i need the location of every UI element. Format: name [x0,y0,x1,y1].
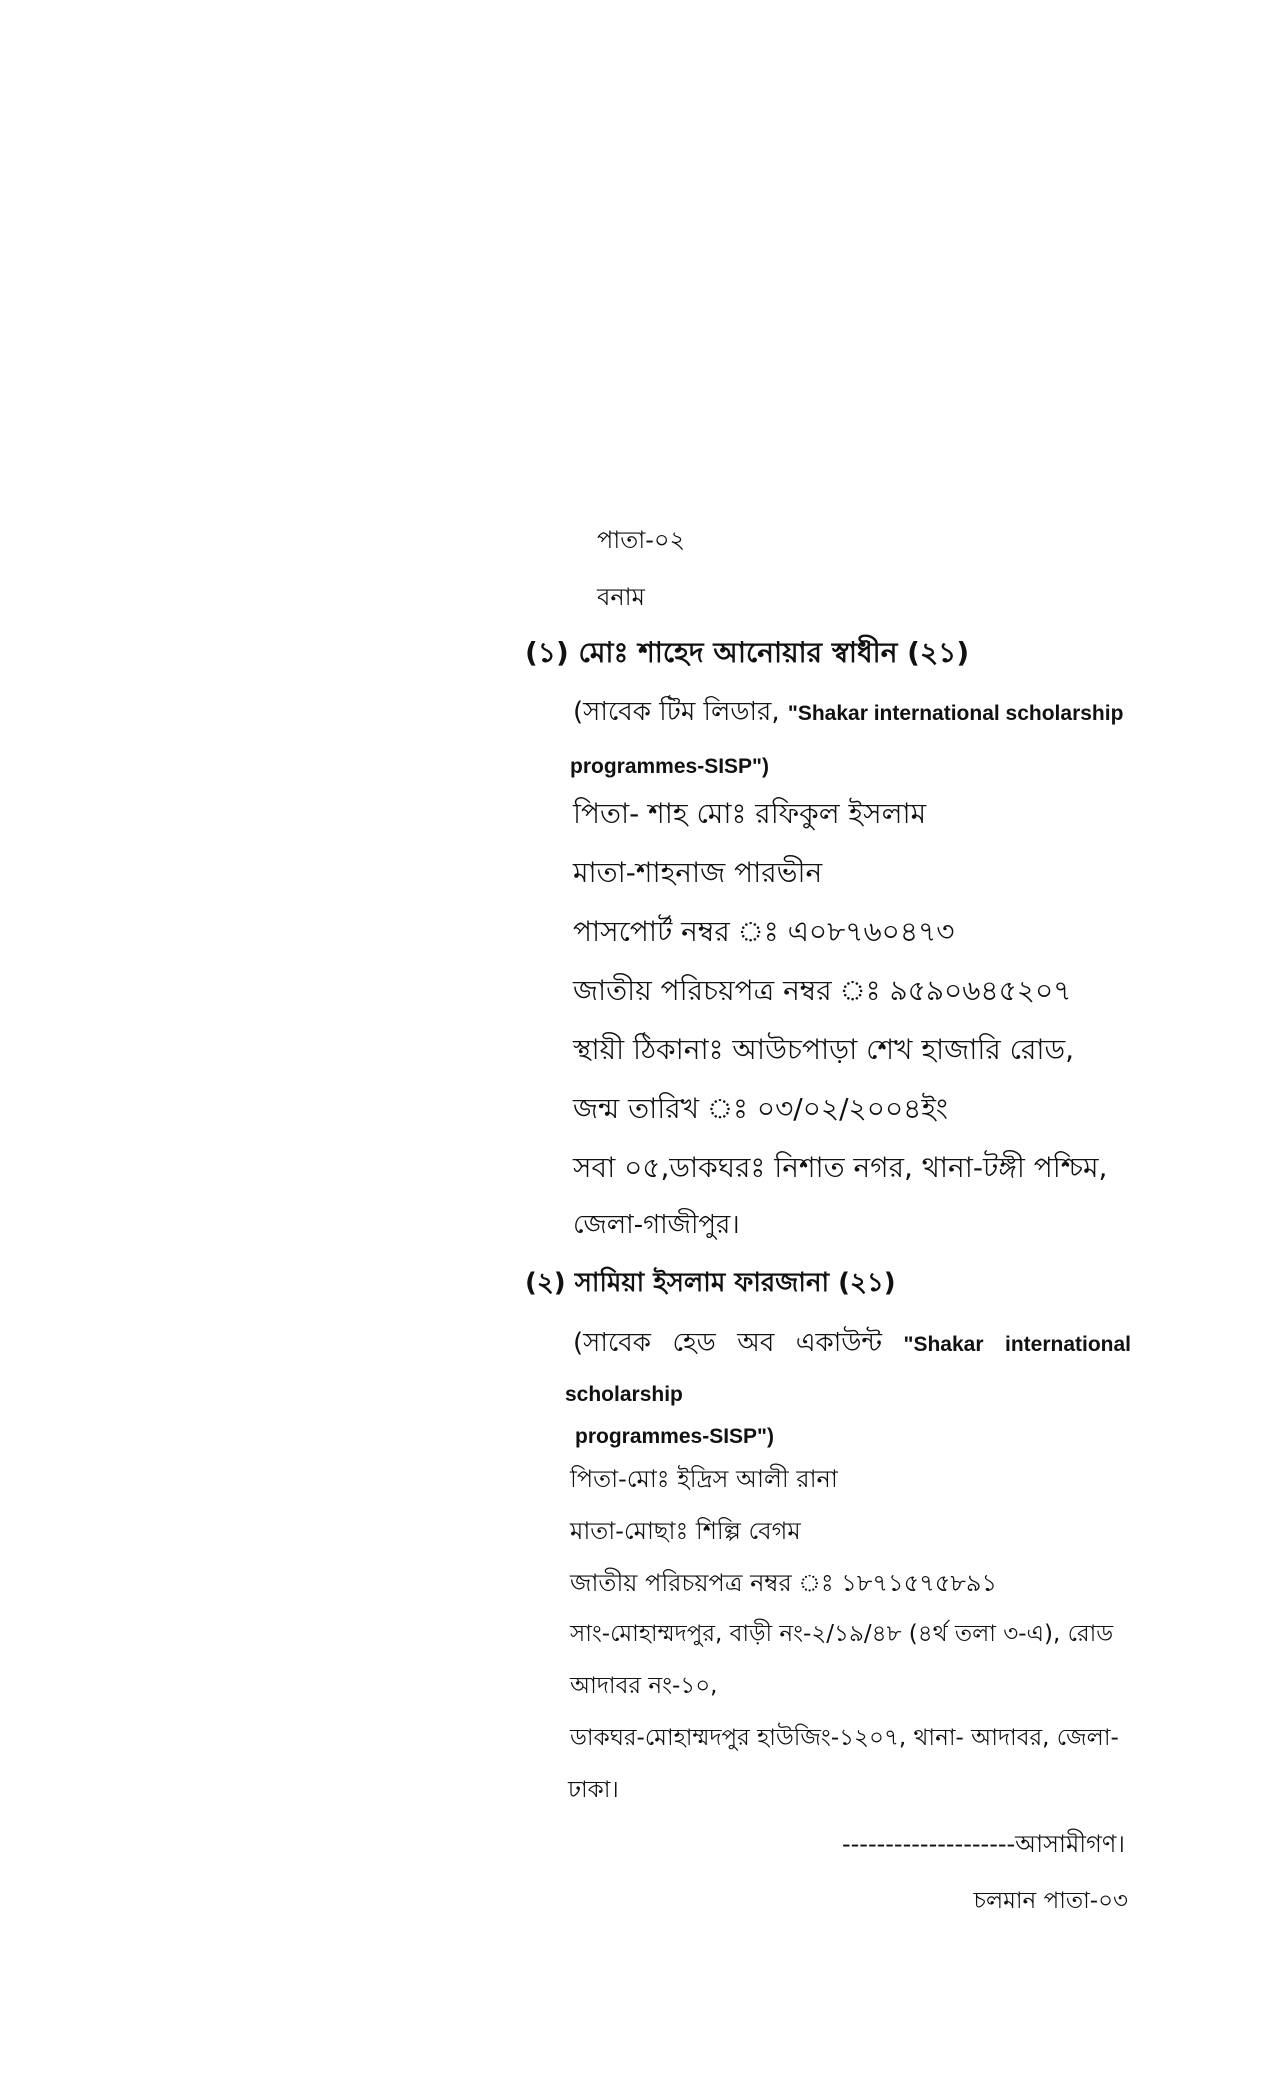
accused-1-address-2: সবা ০৫,ডাকঘরঃ নিশাত নগর, থানা-টঙ্গী পশ্চিম, [573,1151,1108,1184]
accused-1-mother: মাতা-শাহনাজ পারভীন [573,856,823,889]
accused-1-org-line1: "Shakar international scholarship [787,702,1124,725]
accused-1-address: স্থায়ী ঠিকানাঃ আউচপাড়া শেখ হাজারি রোড, [573,1033,1075,1066]
accused-1-dob: জন্ম তারিখ ঃ ০৩/০২/২০০৪ইং [573,1092,948,1125]
accused-1-nid: জাতীয় পরিচয়পত্র নম্বর ঃ ৯৫৯০৬৪৫২০৭ [573,974,1072,1007]
accused-2-nid: জাতীয় পরিচয়পত্র নম্বর ঃ ১৮৭১৫৭৫৮৯১ [570,1569,998,1597]
accused-1-role-prefix: (সাবেক টিম লিডার, [573,697,780,727]
accused-2-role-word: একাউন্ট [795,1328,882,1358]
accused-2-role-word: হেড [672,1328,716,1358]
accused-2-role-word: অব [737,1328,775,1358]
accused-1-father: পিতা- শাহ মোঃ রফিকুল ইসলাম [573,797,927,830]
accused-2-org-line2: scholarship [565,1383,683,1406]
accused-2-father: পিতা-মোঃ ইদ্রিস আলী রানা [570,1465,838,1493]
accused-2-org-word: "Shakar [903,1333,984,1356]
accused-2-address-3: ডাকঘর-মোহাম্মদপুর হাউজিং-১২০৭, থানা- আদাবর, জেলা- [570,1725,1119,1751]
versus-label: বনাম [597,583,645,611]
accused-2-heading: (২) সামিয়া ইসলাম ফারজানা (২১) [525,1268,896,1298]
accused-2-address-4: ঢাকা। [568,1777,619,1803]
accused-1-heading: (১) মোঃ শাহেদ আনোয়ার স্বাধীন (২১) [525,636,970,669]
accused-1-district: জেলা-গাজীপুর। [573,1210,740,1240]
accused-2-role [573,1328,1131,1359]
accused-2-address-2: আদাবর নং-১০, [570,1673,718,1699]
accused-2-mother: মাতা-মোছাঃ শিল্পি বেগম [570,1517,801,1545]
accused-1-org-line2: programmes-SISP") [570,755,770,778]
accused-2-org-line3: programmes-SISP") [575,1425,775,1448]
accused-1-passport: পাসপোর্ট নম্বর ঃ এ০৮৭৬০৪৭৩ [573,915,955,948]
accused-2-address-1: সাং-মোহাম্মদপুর, বাড়ী নং-২/১৯/৪৮ (৪র্থ তলা ৩-এ), রোড [570,1621,1114,1647]
accused-2-org-word: international [1004,1333,1131,1356]
accused-2-role-word: (সাবেক [573,1328,651,1358]
accused-label: --------------------আসামীগণ। [841,1830,1125,1858]
continued-page-label: চলমান পাতা-০৩ [973,1888,1128,1914]
accused-1-role [573,697,1123,728]
page-number: পাতা-০২ [597,526,686,554]
